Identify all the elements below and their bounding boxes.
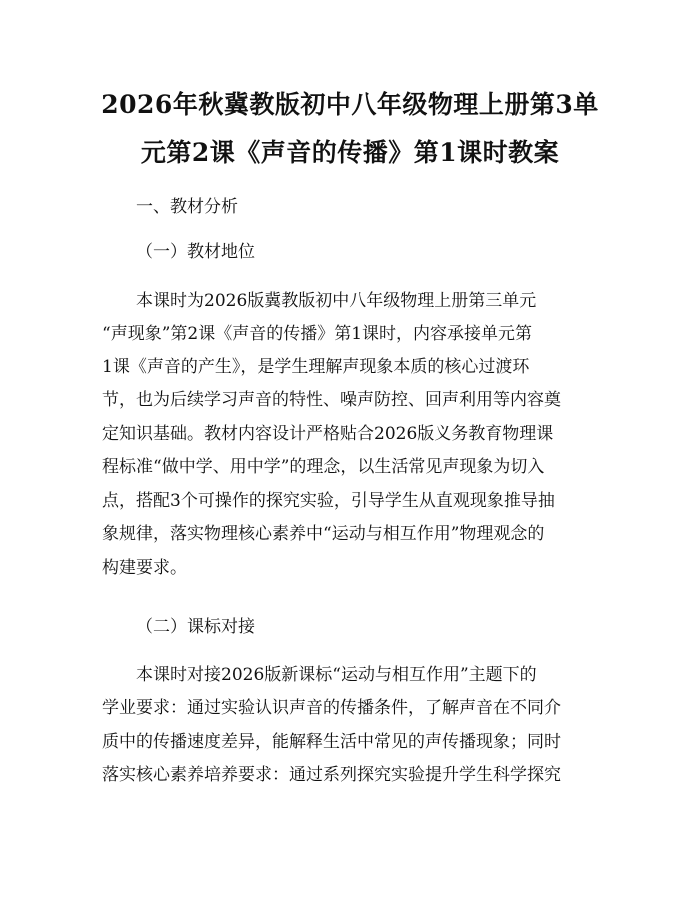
paragraph-line: 程标准“做中学、用中学”的理念，以生活常见声现象为切入	[102, 457, 545, 477]
paragraph-line: 质中的传播速度差异，能解释生活中常见的声传播现象；同时	[102, 732, 561, 752]
paragraph-line: 构建要求。	[102, 558, 187, 578]
paragraph-line: 定知识基础。教材内容设计严格贴合2026版义务教育物理课	[102, 424, 554, 444]
subsection-heading-textbook-position: （一）教材地位	[136, 242, 255, 262]
subsection-heading-curriculum-alignment: （二）课标对接	[136, 617, 255, 637]
paragraph-line: 学业要求：通过实验认识声音的传播条件，了解声音在不同介	[102, 698, 561, 718]
paragraph-line: 点，搭配3个可操作的探究实验，引导学生从直观现象推导抽	[102, 491, 555, 511]
paragraph-line: 落实核心素养培养要求：通过系列探究实验提升学生科学探究	[102, 765, 561, 785]
section-heading-textbook-analysis: 一、教材分析	[136, 197, 238, 217]
document-title-line-2: 元第2课《声音的传播》第1课时教案	[140, 138, 560, 167]
paragraph-line: 本课时为2026版冀教版初中八年级物理上册第三单元	[136, 291, 537, 311]
paragraph-line: 节，也为后续学习声音的特性、噪声防控、回声利用等内容奠	[102, 390, 561, 410]
paragraph-line: “声现象”第2课《声音的传播》第1课时，内容承接单元第	[102, 324, 533, 344]
paragraph-line: 象规律，落实物理核心素养中“运动与相互作用”物理观念的	[102, 524, 545, 544]
paragraph-line: 本课时对接2026版新课标“运动与相互作用”主题下的	[136, 665, 537, 685]
paragraph-line: 1课《声音的产生》，是学生理解声现象本质的核心过渡环	[102, 357, 530, 377]
document-title-line-1: 2026年秋冀教版初中八年级物理上册第3单	[101, 90, 599, 119]
